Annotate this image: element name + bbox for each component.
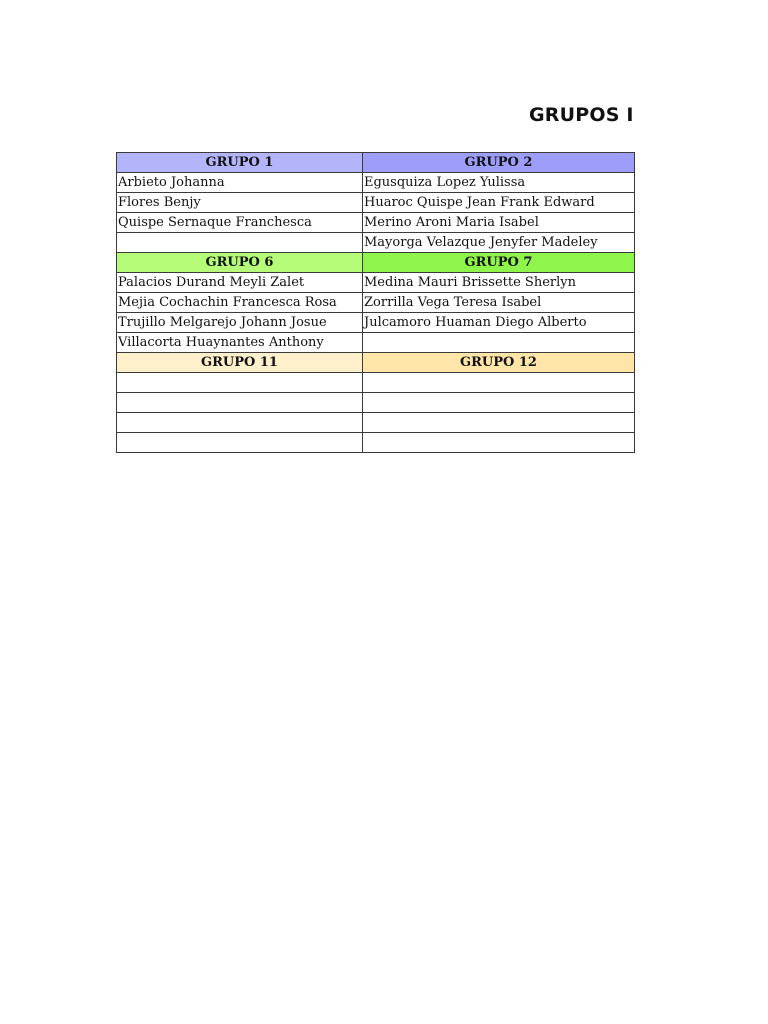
member-cell [363,433,635,453]
table-row [117,433,635,453]
member-cell [363,413,635,433]
member-cell: Huaroc Quispe Jean Frank Edward [363,193,635,213]
member-cell: Mayorga Velazque Jenyfer Madeley [363,233,635,253]
group-header-cell: GRUPO 1 [117,153,363,173]
table-row [117,213,635,233]
group-header-cell: GRUPO 7 [363,253,635,273]
member-cell: Mejia Cochachin Francesca Rosa [117,293,363,313]
member-cell: Julcamoro Huaman Diego Alberto [363,313,635,333]
table-row [117,233,635,253]
table-row [117,393,635,413]
table-row [117,193,635,213]
member-cell: Trujillo Melgarejo Johann Josue [117,313,363,333]
member-cell: Merino Aroni Maria Isabel [363,213,635,233]
member-cell: Villacorta Huaynantes Anthony [117,333,363,353]
group-header-cell: GRUPO 12 [363,353,635,373]
table-row [117,273,635,293]
group-header-row [117,153,635,173]
member-cell [117,233,363,253]
group-header-row [117,253,635,273]
member-cell [363,333,635,353]
member-cell [117,393,363,413]
member-cell [117,373,363,393]
table-row [117,413,635,433]
member-cell: Quispe Sernaque Franchesca [117,213,363,233]
group-header-cell: GRUPO 11 [117,353,363,373]
member-cell: Medina Mauri Brissette Sherlyn [363,273,635,293]
member-cell [117,433,363,453]
group-header-cell: GRUPO 2 [363,153,635,173]
member-cell [117,413,363,433]
table-row [117,313,635,333]
group-header-row [117,353,635,373]
groups-table [116,152,635,453]
group-header-cell: GRUPO 6 [117,253,363,273]
table-row [117,373,635,393]
table-row [117,173,635,193]
member-cell: Egusquiza Lopez Yulissa [363,173,635,193]
page-title: GRUPOS I [529,104,634,126]
member-cell: Arbieto Johanna [117,173,363,193]
member-cell: Palacios Durand Meyli Zalet [117,273,363,293]
table-row [117,333,635,353]
member-cell [363,373,635,393]
member-cell: Zorrilla Vega Teresa Isabel [363,293,635,313]
table-row [117,293,635,313]
member-cell: Flores Benjy [117,193,363,213]
member-cell [363,393,635,413]
